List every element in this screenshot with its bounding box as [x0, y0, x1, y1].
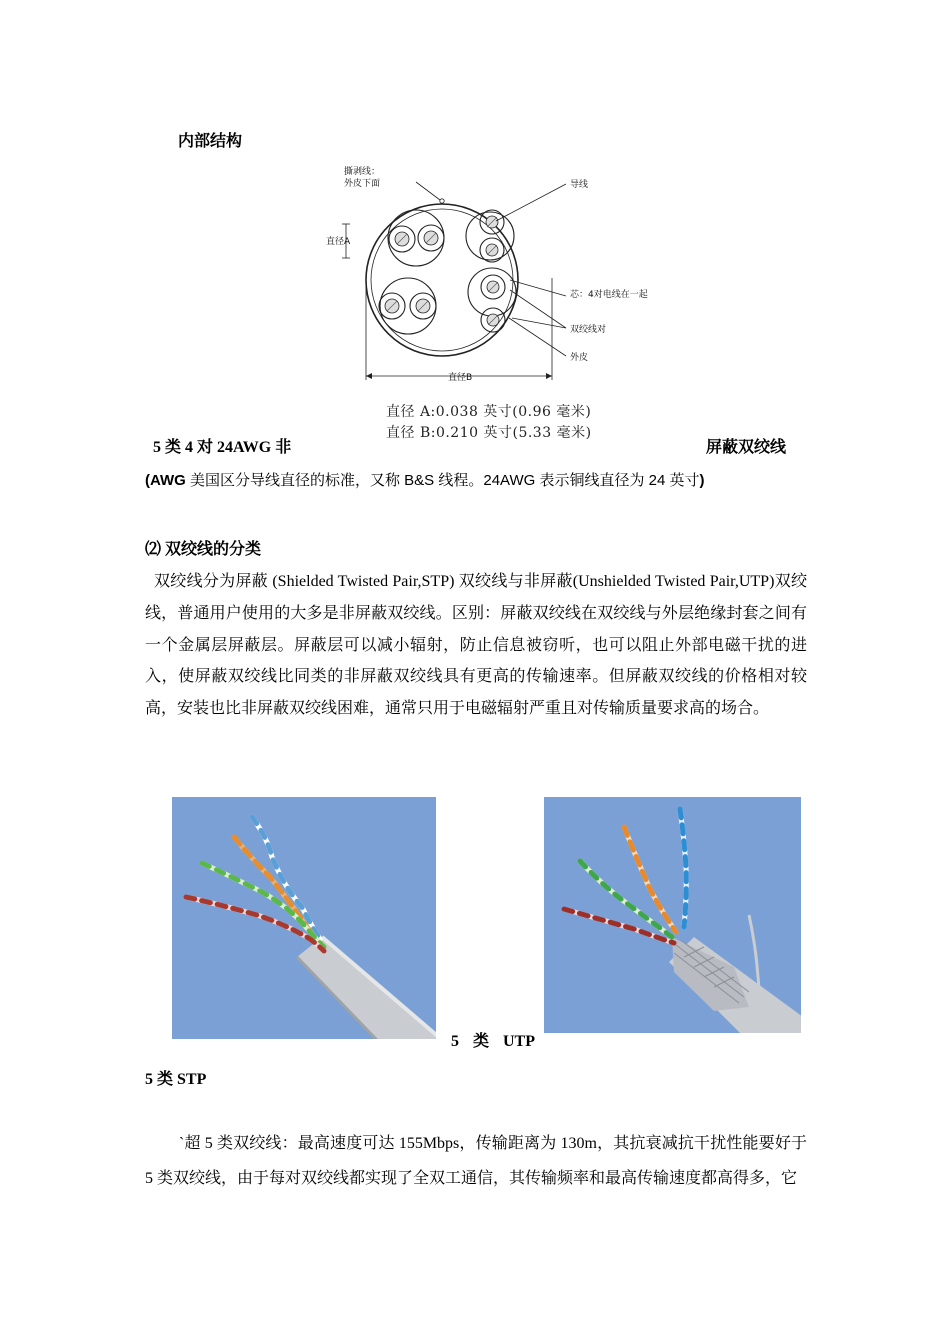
utp-cable-photo: [172, 797, 436, 1039]
stp-cable-photo: [544, 797, 801, 1033]
heading-inner-structure: 内部结构: [178, 133, 243, 150]
section-title-classification: ⑵ 双绞线的分类: [145, 541, 262, 558]
awg-note: [145, 469, 705, 490]
label-ripcord: 撕剥线：: [344, 167, 381, 177]
spec-line-a: 直径 A:0.038 英寸(0.96 毫米): [386, 404, 592, 420]
label-diameter-b: 直径B: [448, 373, 473, 383]
caption-right: 屏蔽双绞线: [706, 439, 787, 456]
paragraph-classification: 双绞线分为屏蔽 (Shielded Twisted Pair,STP) 双绞线与非屏蔽(Unshielded Twisted Pair,UTP)双绞线，普通用户使用的大多是非屏蔽双绞线。区别：屏蔽双绞线在双绞线与外层绝缘封套之间有一个金属层屏蔽层。屏蔽层可以减小辐射，防止信息被窃听，也可以阻止外部电磁干扰的进入，使屏蔽双绞线比同类的非屏蔽双绞线具有更高的传输速率。但屏蔽双绞线的价格相对较高，安装也比非屏蔽双绞线困难，通常只用于电磁辐射严重且对传输质量要求高的场合。: [145, 573, 807, 718]
awg-note-suffix: ): [699, 472, 705, 489]
label-core: 芯：4对电线在一起: [570, 290, 648, 300]
awg-note-text: 美国区分导线直径的标准，又称 B&S 线程。24AWG 表示铜线直径为 24 英寸: [185, 472, 700, 489]
caption-left: 5 类 4 对 24AWG 非: [153, 439, 292, 456]
label-jacket: 外皮: [570, 353, 589, 363]
label-pair: 双绞线对: [570, 325, 607, 335]
awg-note-prefix: (AWG: [145, 472, 186, 489]
spec-line-b: 直径 B:0.210 英寸(5.33 毫米): [386, 425, 592, 441]
paragraph-cat5e: `超 5 类双绞线：最高速度可达 155Mbps，传输距离为 130m，其抗衰减抗干扰性能要好于 5 类双绞线，由于每对双绞线都实现了全双工通信，其传输频率和最高传输速度都高得多，它: [145, 1135, 807, 1187]
label-conductor: 导线: [570, 180, 589, 190]
label-ripcord-2: 外皮下面: [344, 179, 381, 189]
label-diameter-a: 直径A: [326, 237, 351, 247]
caption-utp: 5 类 UTP: [451, 1033, 536, 1050]
cable-cross-section-diagram: [326, 166, 686, 390]
diameter-specs: [386, 402, 592, 444]
caption-stp: 5 类 STP: [145, 1071, 207, 1088]
